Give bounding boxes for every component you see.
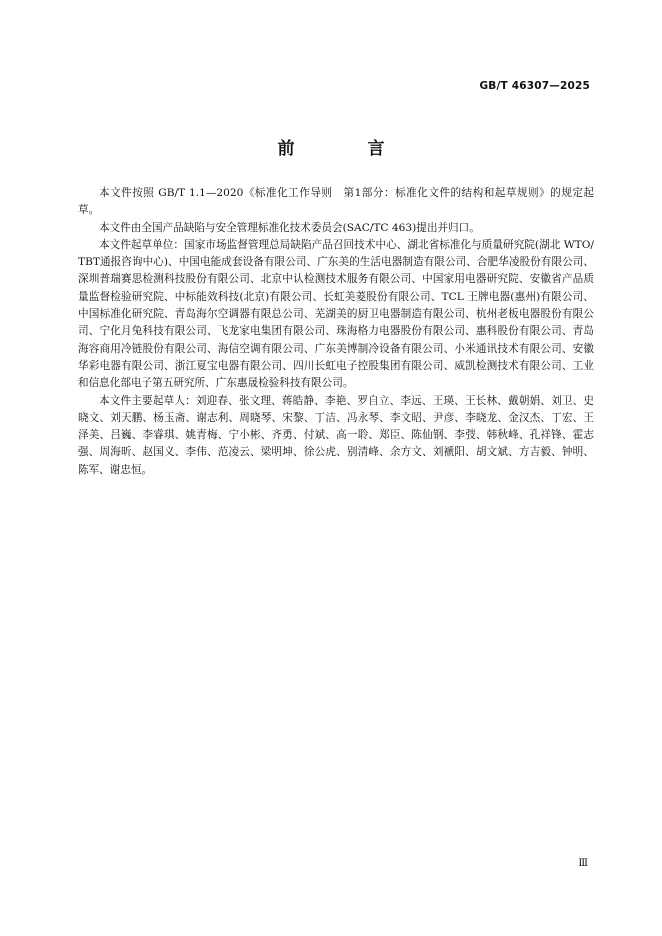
page-number: Ⅲ: [578, 858, 588, 869]
paragraph-drafting-rules: 本文件按照 GB/T 1.1—2020《标准化工作导则 第1部分：标准化文件的结构和起草规则》的规定起草。: [78, 187, 594, 217]
standard-number: GB/T 46307—2025: [479, 80, 590, 92]
paragraph-drafting-organizations: 本文件起草单位：国家市场监督管理总局缺陷产品召回技术中心、湖北省标准化与质量研究院(湖北 WTO/TBT通报咨询中心)、中国电能成套设备有限公司、广东美的生活电器制造有限公司、合肥华凌股份有限公司、深圳普瑞赛思检测科技股份有限公司、北京中认检测技术服务有限公司、中国家用电器研究院、安徽省产品质量监督检验研究院、中标能效科技(北京)有限公司、长虹美菱股份有限公司、TCL 王牌电器(惠州)有限公司、中国标准化研究院、青岛海尔空调器有限总公司、芜湖美的厨卫电器制造有限公司、杭州老板电器股份有限公司、宁化月兔科技有限公司、飞龙家电集团有限公司、珠海格力电器股份有限公司、惠科股份有限公司、青岛海容商用冷链股份有限公司、海信空调有限公司、广东美博制冷设备有限公司、小米通讯技术有限公司、安徽华彩电器有限公司、浙江夏宝电器有限公司、四川长虹电子控股集团有限公司、威凯检测技术有限公司、工业和信息化部电子第五研究所、广东惠晟检验科技有限公司。: [78, 238, 594, 390]
foreword-body: [78, 185, 594, 479]
paragraph-main-drafters: 本文件主要起草人：刘迎春、张文理、蒋皓静、李艳、罗自立、李远、王瑛、王长林、戴朝娟、刘卫、史晓文、刘天鹏、杨玉斋、谢志利、周晓琴、宋黎、丁洁、冯永琴、李文昭、尹彦、李晓龙、金汉杰、丁宏、王泽美、吕巍、李睿琪、姚青梅、宁小彬、齐勇、付斌、高一聆、郑臣、陈仙钢、李弢、韩秋峰、孔祥锋、霍志强、周海昕、赵国义、李伟、范凌云、梁明坤、徐公虎、别清峰、余方文、刘褫阳、胡文斌、方吉毅、钟明、陈军、谢忠恒。: [78, 394, 594, 476]
page-title: 前 言: [277, 139, 413, 159]
paragraph-proposer: 本文件由全国产品缺陷与安全管理标准化技术委员会(SAC/TC 463)提出并归口。: [99, 221, 480, 234]
